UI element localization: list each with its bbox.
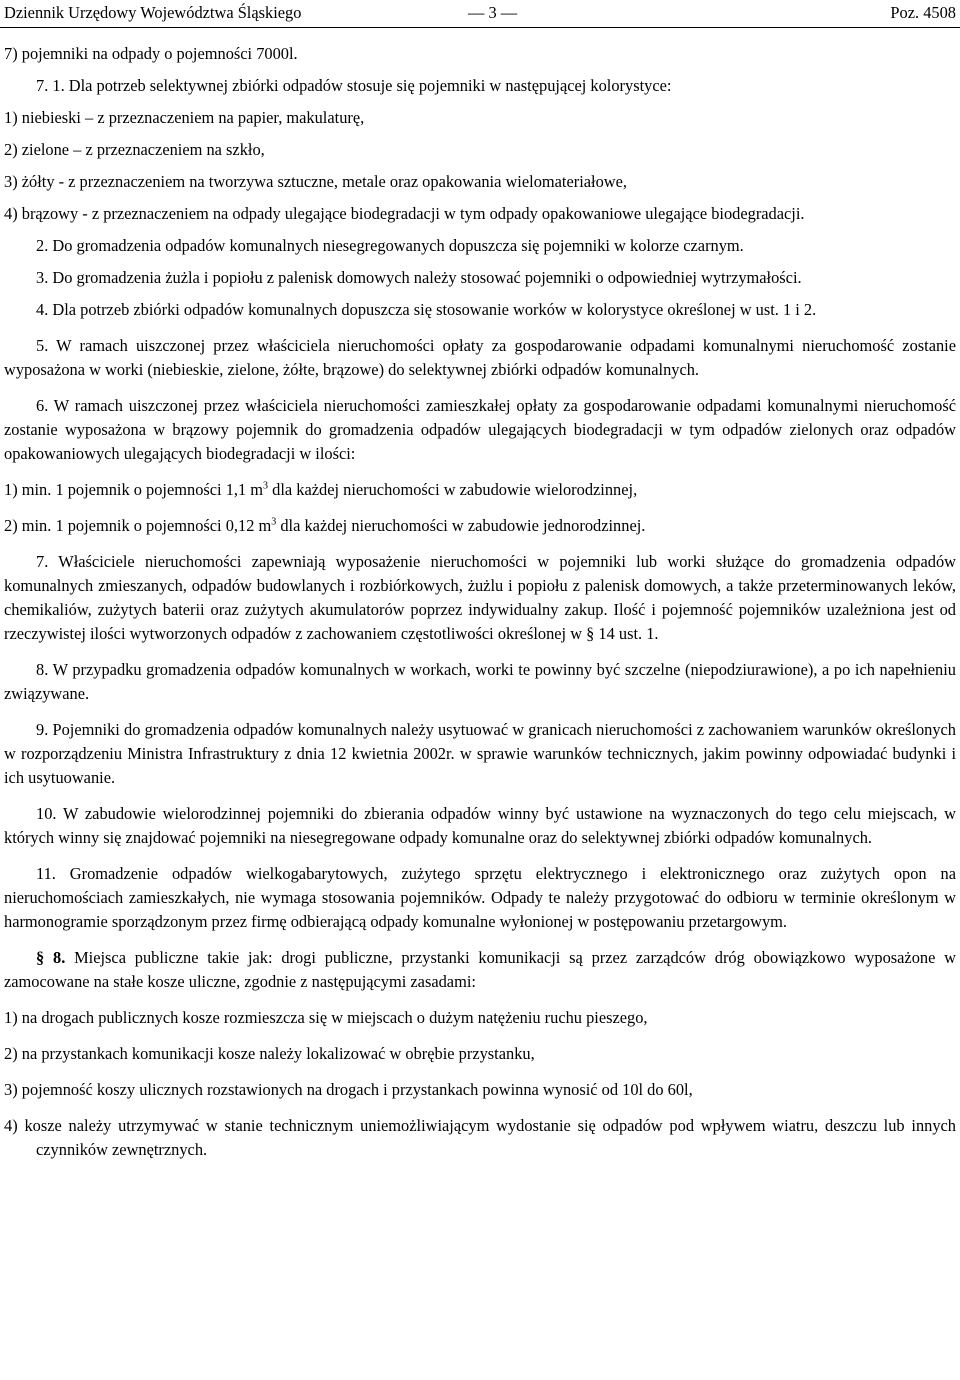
paragraph-2: 2. Do gromadzenia odpadów komunalnych niesegregowanych dopuszcza się pojemniki w kolorze czarnym. [36,236,744,255]
list-item: 3) żółty - z przeznaczeniem na tworzywa sztuczne, metale oraz opakowania wielomateriałowe, [4,172,627,191]
paragraph-8: 8. W przypadku gromadzenia odpadów komunalnych w workach, worki te powinny być szczelne (niepodziurawione), a po ich napełnieniu związywane. [4,660,956,703]
position-number: Poz. 4508 [890,3,956,22]
list-item: 1) niebieski – z przeznaczeniem na papier, makulaturę, [4,108,365,127]
paragraph-6: 6. W ramach uiszczonej przez właściciela nieruchomości zamieszkałej opłaty za gospodarowanie odpadami komunalnymi nieruchomość zostanie wyposażona w brązowy pojemnik do gromadzenia odpadów ulegających biodegradacji w tym odpadów zielonych oraz odpadów opakowaniowych ulegających biodegradacji w ilości: [4,396,956,463]
header-rule [0,27,960,28]
list-item-text: 2) min. 1 pojemnik o pojemności 0,12 m [4,516,272,535]
section-label: § 8. [36,948,66,967]
list-item [4,478,956,502]
section-text: Miejsca publiczne takie jak: drogi publiczne, przystanki komunikacji są przez zarządców dróg obowiązkowo wyposażone w zamocowane na stałe kosze uliczne, zgodnie z następującymi zasadami: [4,948,956,991]
list-item-text: dla każdej nieruchomości w zabudowie wielorodzinnej, [268,480,638,499]
paragraph-7: 7. Właściciele nieruchomości zapewniają wyposażenie nieruchomości w pojemniki lub worki służące do gromadzenia odpadów komunalnych zmieszanych, odpadów budowlanych i rozbiórkowych, żużlu i popiołu z palenisk domowych, a także przeterminowanych leków, chemikaliów, zużytych baterii oraz zużytych akumulatorów poprzez indywidualny zakup. Ilość i pojemność pojemników uzależniona jest od rzeczywistej ilości wytworzonych odpadów z zachowaniem częstotliwości określonej w § 14 ust. 1. [4,552,956,643]
paragraph-11: 11. Gromadzenie odpadów wielkogabarytowych, zużytego sprzętu elektrycznego i elektronicznego oraz zużytych opon na nieruchomościach zamieszkałych, nie wymaga stosowania pojemników. Odpady te należy przygotować do odbioru w terminie określonym w harmonogramie sporządzonym przez firmę odbierającą odpady komunalne wyłonionej w postępowaniu przetargowym. [4,864,956,931]
list-item-text: dla każdej nieruchomości w zabudowie jednorodzinnej. [276,516,646,535]
paragraph-7-1: 7. 1. Dla potrzeb selektywnej zbiórki odpadów stosuje się pojemniki w następującej kolorystyce: [36,76,672,95]
document-body [4,42,956,1162]
list-item: 3) pojemność koszy ulicznych rozstawionych na drogach i przystankach powinna wynosić od 10l do 60l, [4,1080,693,1099]
superscript: 3 [271,516,277,528]
list-item: 1) na drogach publicznych kosze rozmieszcza się w miejscach o dużym natężeniu ruchu pieszego, [4,1008,648,1027]
list-item: 7) pojemniki na odpady o pojemności 7000l. [4,44,298,63]
paragraph-10: 10. W zabudowie wielorodzinnej pojemniki do zbierania odpadów winny być ustawione na wyznaczonych do tego celu miejscach, w których winny się znajdować pojemniki na niesegregowane odpady komunalne oraz do selektywnej zbiórki odpadów komunalnych. [4,804,956,847]
paragraph-4: 4. Dla potrzeb zbiórki odpadów komunalnych dopuszcza się stosowanie worków w kolorystyce określonej w ust. 1 i 2. [36,300,817,319]
journal-title: Dziennik Urzędowy Województwa Śląskiego [4,3,302,22]
paragraph-9: 9. Pojemniki do gromadzenia odpadów komunalnych należy usytuować w granicach nieruchomości z zachowaniem warunków określonych w rozporządzeniu Ministra Infrastruktury z dnia 12 kwietnia 2002r. w sprawie warunków technicznych, jakim powinny odpowiadać budynki i ich usytuowanie. [4,720,956,787]
list-item-text: 1) min. 1 pojemnik o pojemności 1,1 m [4,480,264,499]
list-item: 2) zielone – z przeznaczeniem na szkło, [4,140,265,159]
page-number: — 3 — [468,3,518,22]
list-item: 4) brązowy - z przeznaczeniem na odpady ulegające biodegradacji w tym odpady opakowaniowe ulegające biodegradacji. [4,204,805,223]
paragraph-5: 5. W ramach uiszczonej przez właściciela nieruchomości opłaty za gospodarowanie odpadami komunalnymi nieruchomość zostanie wyposażona w worki (niebieskie, zielone, żółte, brązowe) do selektywnej zbiórki odpadów komunalnych. [4,336,956,379]
section-8 [4,946,956,994]
list-item: 2) na przystankach komunikacji kosze należy lokalizować w obrębie przystanku, [4,1044,535,1063]
paragraph-3: 3. Do gromadzenia żużla i popiołu z palenisk domowych należy stosować pojemniki o odpowiedniej wytrzymałości. [36,268,802,287]
page-header [0,0,960,26]
list-item: 4) kosze należy utrzymywać w stanie technicznym uniemożliwiającym wydostanie się odpadów pod wpływem wiatru, deszczu lub innych czynników zewnętrznych. [4,1116,956,1159]
list-item [4,514,956,538]
superscript: 3 [263,480,269,492]
